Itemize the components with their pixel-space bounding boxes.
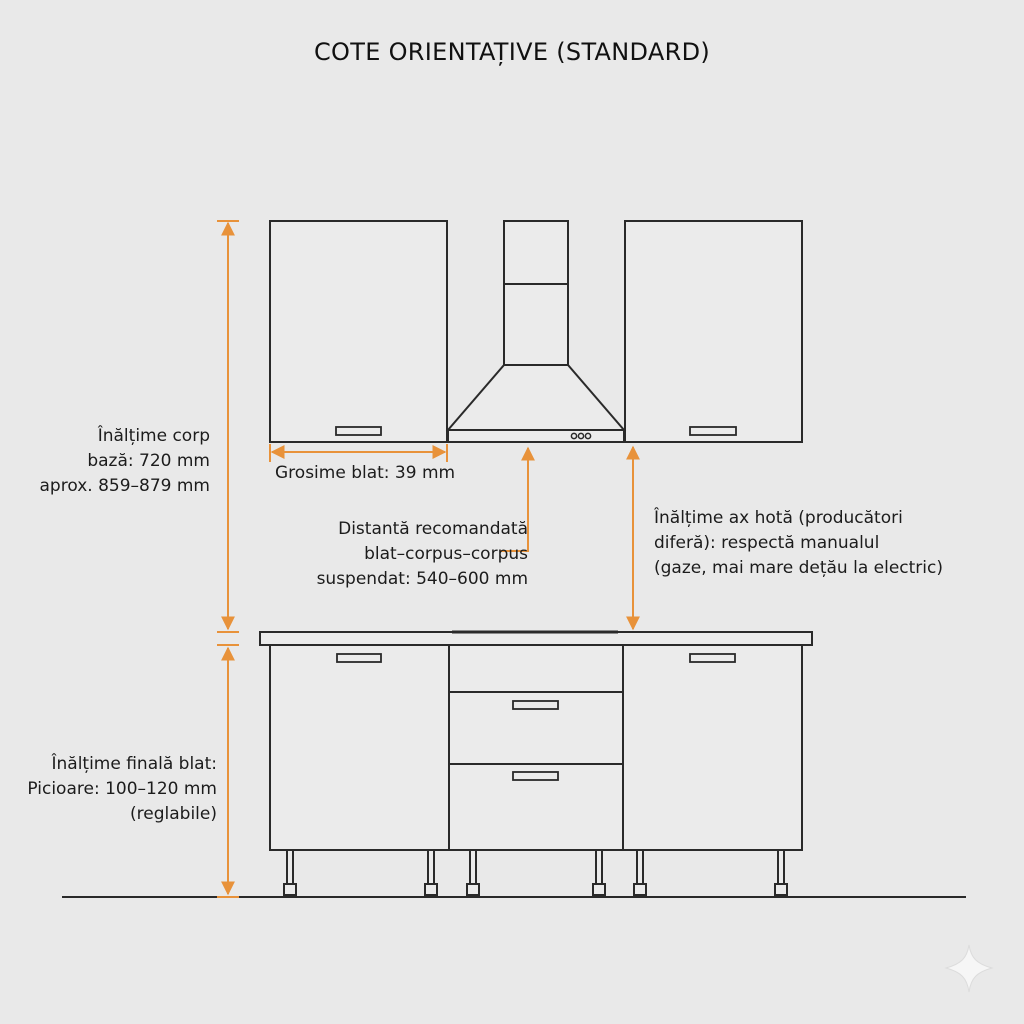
base-middle-drawers	[449, 645, 623, 850]
worktop	[260, 632, 812, 645]
label-hood-height: Înălțime ax hotă (producători diferă): respectă manualul (gaze, mai mare dețău la electric)	[654, 508, 943, 578]
cabinet-legs	[284, 850, 787, 895]
label-final-height: Înălțime finală blat: Picioare: 100–120 mm (reglabile)	[27, 754, 217, 824]
label-recommended-distance: Distantă recomandată blat–corpus–corpus suspendat: 540–600 mm	[316, 519, 528, 589]
label-worktop-thickness: Grosime blat: 39 mm	[275, 463, 456, 483]
hood-base	[448, 430, 624, 442]
hood-chimney-upper	[504, 221, 568, 284]
upper-right-cabinet	[625, 221, 802, 442]
hood-canopy	[448, 365, 624, 430]
base-right-cabinet	[623, 645, 802, 850]
hood-chimney-lower	[504, 284, 568, 365]
upper-left-cabinet	[270, 221, 447, 442]
range-hood	[448, 221, 624, 442]
sparkle-icon	[946, 945, 992, 992]
base-left-cabinet	[270, 645, 449, 850]
label-base-height: Înălțime corp bază: 720 mm aprox. 859–879 mm	[39, 426, 210, 496]
diagram-title: COTE ORIENTAȚIVE (STANDARD)	[313, 38, 711, 66]
